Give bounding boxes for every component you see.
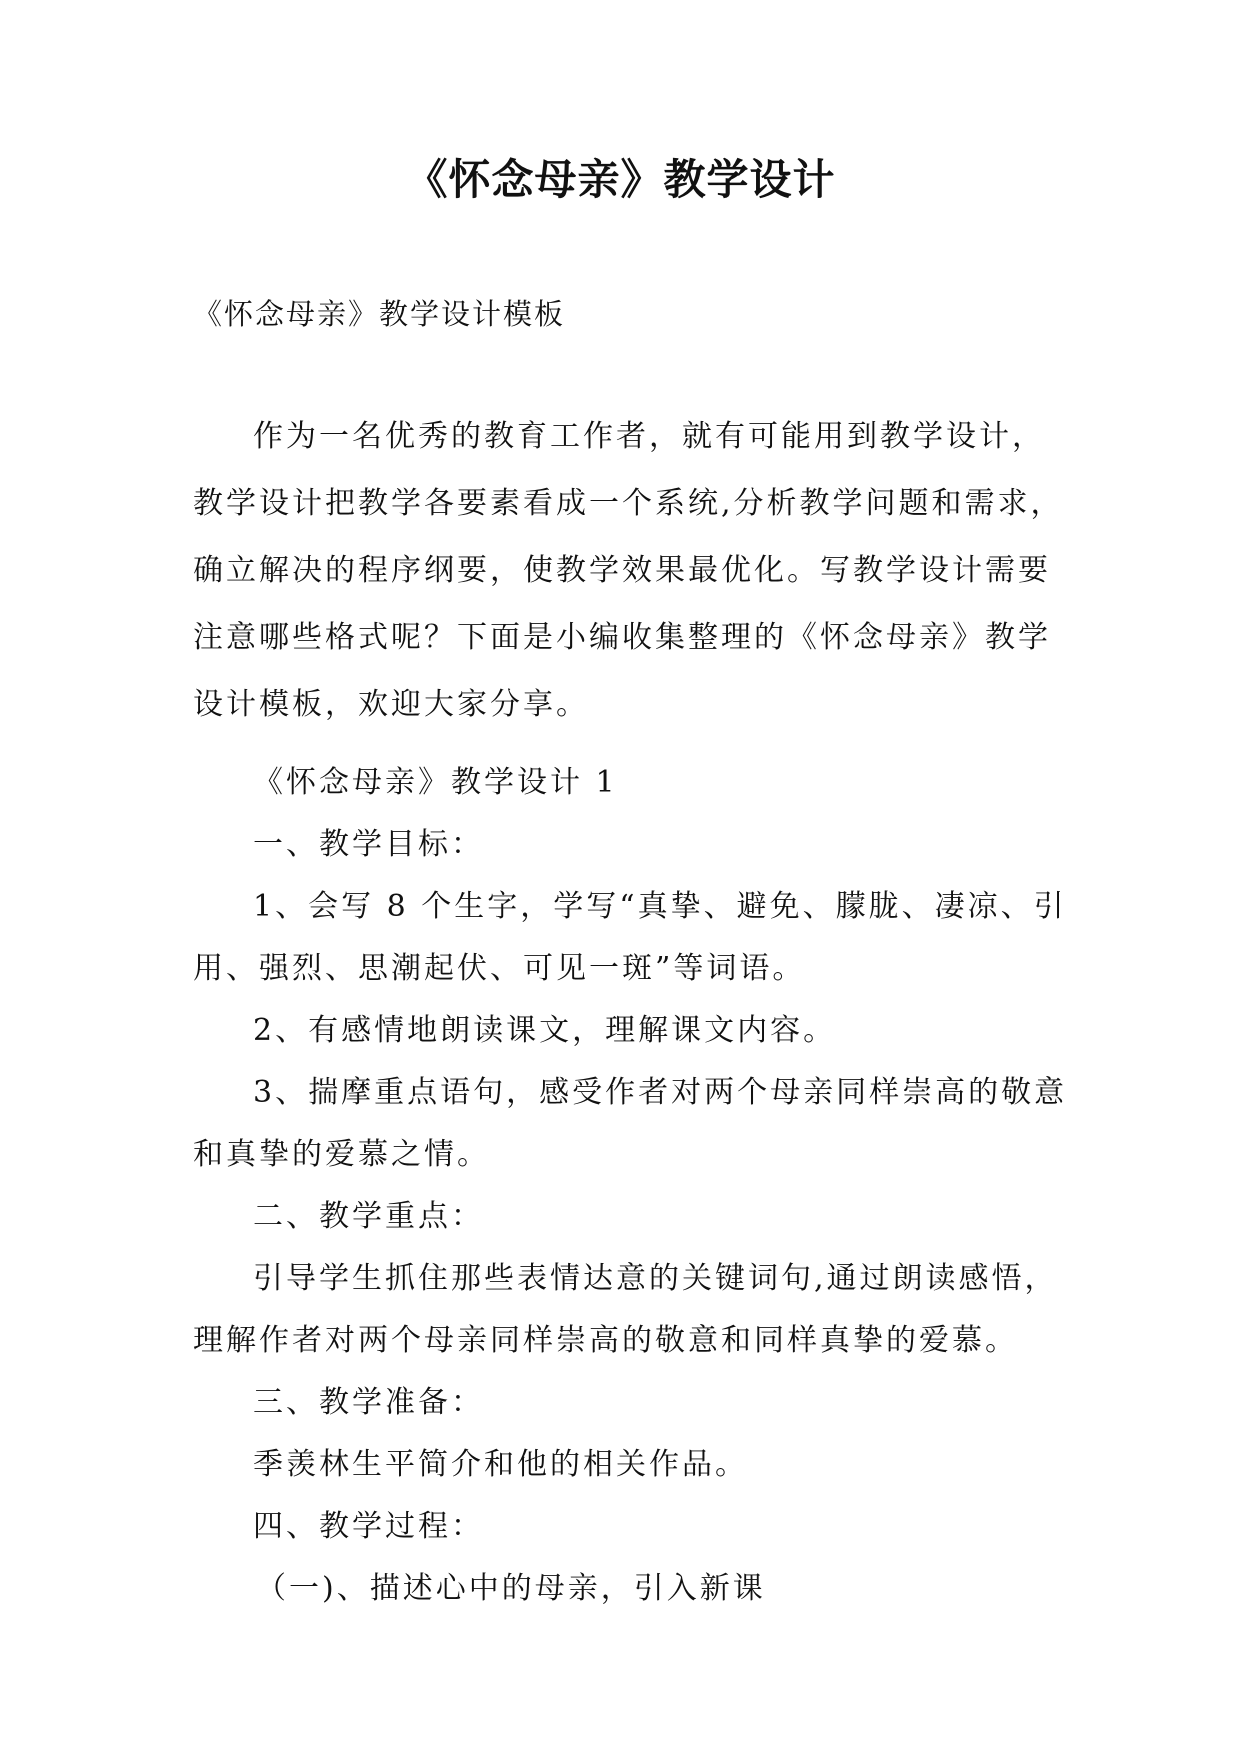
goal-item-2: 2、有感情地朗读课文，理解课文内容。 <box>253 1013 837 1048</box>
teaching-prep-text: 季羡林生平简介和他的相关作品。 <box>253 1447 748 1482</box>
document-subtitle: 《怀念母亲》教学设计模板 <box>193 297 566 331</box>
intro-section <box>193 403 1073 738</box>
process-step-1: （一)、描述心中的母亲，引入新课 <box>256 1571 766 1606</box>
goal-item-1: 1、会写 8 个生字，学写“真挚、避免、朦胧、凄凉、引用、强烈、思潮起伏、可见一斑”等词语。 <box>193 889 1067 986</box>
heading-teaching-goals: 一、教学目标： <box>253 827 484 862</box>
section-heading-lesson-1: 《怀念母亲》教学设计 1 <box>253 765 618 800</box>
heading-teaching-process: 四、教学过程： <box>253 1509 484 1544</box>
heading-teaching-prep: 三、教学准备： <box>253 1385 484 1420</box>
document-title: 《怀念母亲》教学设计 <box>405 155 836 204</box>
teaching-focus-text: 引导学生抓住那些表情达意的关键词句,通过朗读感悟，理解作者对两个母亲同样崇高的敬意和同样真挚的爱慕。 <box>193 1261 1058 1358</box>
goal-item-3: 3、揣摩重点语句，感受作者对两个母亲同样崇高的敬意和真挚的爱慕之情。 <box>193 1075 1068 1172</box>
heading-teaching-focus: 二、教学重点： <box>253 1199 484 1234</box>
intro-paragraph: 作为一名优秀的教育工作者，就有可能用到教学设计，教学设计把教学各要素看成一个系统,分析教学问题和需求，确立解决的程序纲要，使教学效果最优化。写教学设计需要注意哪些格式呢？下面是小编收集整理的《怀念母亲》教学设计模板，欢迎大家分享。 <box>193 419 1064 722</box>
lesson-plan-section <box>193 752 1073 1620</box>
